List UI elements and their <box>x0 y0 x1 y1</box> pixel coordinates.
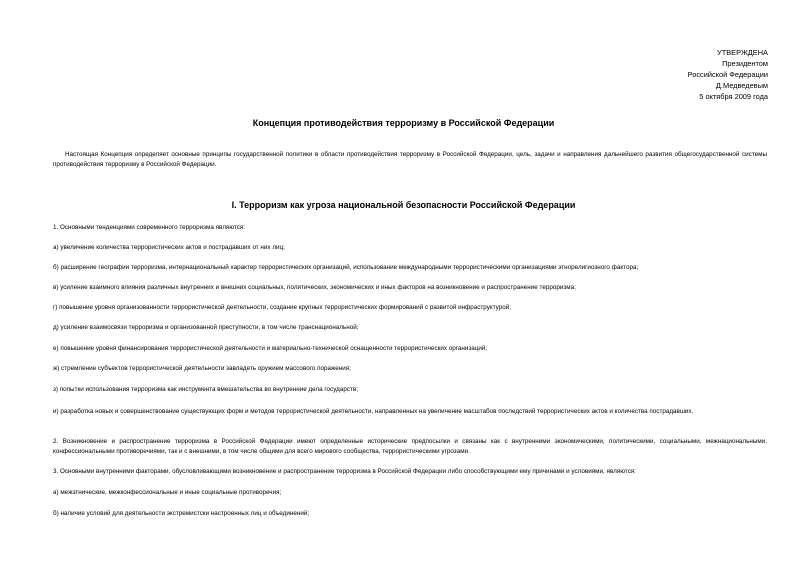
approval-date: 5 октября 2009 года <box>699 92 768 101</box>
approval-block <box>688 47 768 102</box>
section-1-item-i: и) разработка новых и совершенствование существующих форм и методов террористической деятельности, направленных на увеличение масштабов последствий террористических актов и количества пострадавших. <box>53 408 694 415</box>
approval-signatory: Д.Медведевым <box>715 81 768 90</box>
approval-country: Российской Федерации <box>687 70 768 79</box>
section-1-item-z: з) попытки использования терроризма как инструмента вмешательства во внутренние дела государств; <box>53 386 358 393</box>
intro-paragraph: Настоящая Концепция определяет основные принципы государственной политики в области противодействия терроризму в Российской Федерации, цель, задачи и направления дальнейшего развития общегосударственной системы противодействия терроризму в Российской Федерации. <box>53 151 767 168</box>
section-1-paragraph-3: 3. Основными внутренними факторами, обусловливающими возникновение и распространение терроризма в Российской Федерации либо способствующими ему причинами и условиями, являются: <box>53 468 636 475</box>
section-1-paragraph-2: 2. Возникновение и распространение терроризма в Российской Федерации имеют определенные исторические предпосылки и связаны как с внутренними экономическими, политическими, социальными, межнациональными, конфессиональными противоречиями, так и с внешними, в том числе общими для всего мирового сообщества, террористическими угрозами. <box>53 438 767 455</box>
section-1-item-b: б) расширение географии терроризма, интернациональный характер террористических организаций, использование международными террористическими организациями этнорелигиозного фактора; <box>53 264 639 271</box>
section-1-item-e: е) повышение уровня финансирования террористической деятельности и материально-технической оснащенности террористических организаций; <box>53 345 488 352</box>
section-1-item-v: в) усиление взаимного влияния различных внутренних и внешних социальных, политических, экономических и иных факторов на возникновение и распространение терроризма; <box>53 284 576 291</box>
section-1-item-d: д) усиление взаимосвязи терроризма и организованной преступности, в том числе транснациональной; <box>53 324 359 331</box>
section-1-title: I. Терроризм как угроза национальной безопасности Российской Федерации <box>231 200 576 210</box>
document-title: Концепция противодействия терроризму в Российской Федерации <box>252 118 555 128</box>
section-1-item-g: г) повышение уровня организованности террористической деятельности, создание крупных террористических формирований с развитой инфраструктурой; <box>53 304 512 311</box>
section-1-item-a: а) увеличение количества террористических актов и пострадавших от них лиц; <box>53 244 285 251</box>
approval-by: Президентом <box>722 59 768 68</box>
section-1-item-zh: ж) стремление субъектов террористической деятельности завладеть оружием массового поражения; <box>53 365 351 372</box>
section-1-item-3b: б) наличие условий для деятельности экстремистски настроенных лиц и объединений; <box>53 510 310 517</box>
section-1-item-3a: а) межэтнические, межконфессиональные и иные социальные противоречия; <box>53 489 282 496</box>
section-1-paragraph-1: 1. Основными тенденциями современного терроризма являются: <box>53 224 246 231</box>
approval-heading: УТВЕРЖДЕНА <box>717 48 768 57</box>
